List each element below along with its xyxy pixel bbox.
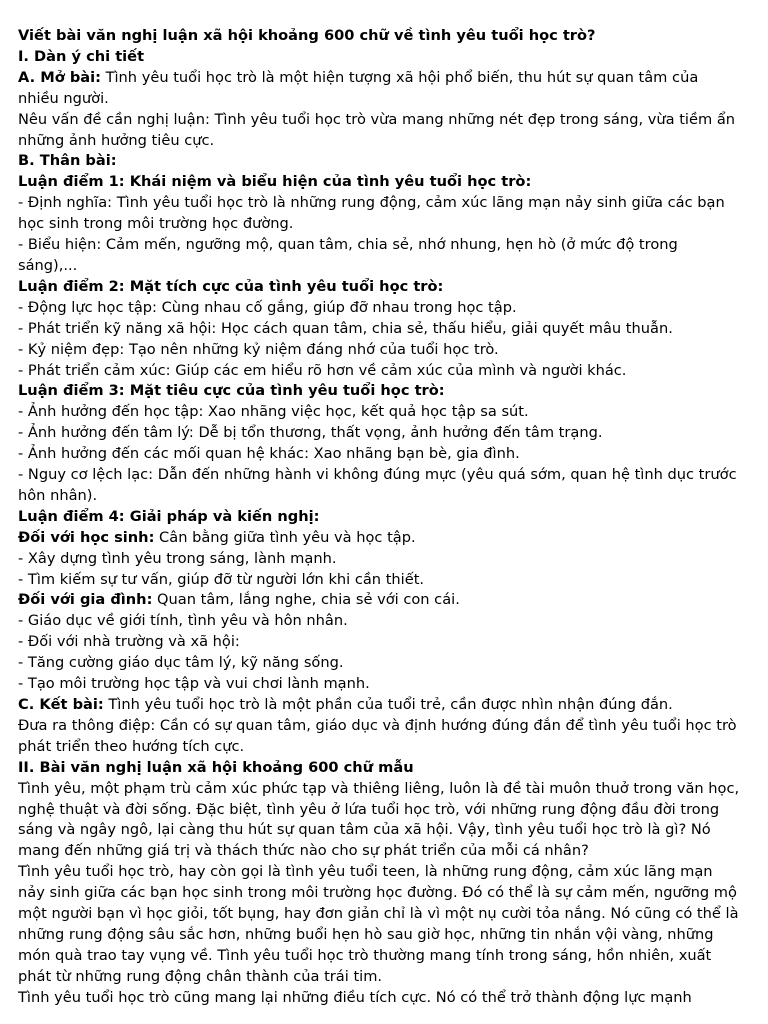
point1-item: - Định nghĩa: Tình yêu tuổi học trò là những rung động, cảm xúc lãng mạn nảy sinh giữa các bạn học sinh trong môi trường học đường. <box>18 194 725 233</box>
intro-issue: Nêu vấn đề cần nghị luận: Tình yêu tuổi học trò vừa mang những nét đẹp trong sáng, vừa tiềm ẩn những ảnh hưởng tiêu cực. <box>18 110 736 149</box>
point3-item: - Ảnh hưởng đến học tập: Xao nhãng việc học, kết quả học tập sa sút. <box>18 403 529 421</box>
point2-item: - Phát triển kỹ năng xã hội: Học cách quan tâm, chia sẻ, thấu hiểu, giải quyết mâu thuẫn. <box>18 319 673 337</box>
students-item: - Tìm kiếm sự tư vấn, giúp đỡ từ người lớn khi cần thiết. <box>18 570 425 588</box>
family-item: - Tạo môi trường học tập và vui chơi lành mạnh. <box>18 675 370 693</box>
point2-item: - Động lực học tập: Cùng nhau cố gắng, giúp đỡ nhau trong học tập. <box>18 298 517 316</box>
students-paragraph <box>18 528 740 549</box>
intro-text: Tình yêu tuổi học trò là một hiện tượng xã hội phổ biến, thu hút sự quan tâm của nhiều người. <box>18 68 699 107</box>
conclusion-paragraph <box>18 695 740 716</box>
section-heading-essay: II. Bài văn nghị luận xã hội khoảng 600 chữ mẫu <box>18 758 414 776</box>
body-heading: B. Thân bài: <box>18 152 117 170</box>
document-title: Viết bài văn nghị luận xã hội khoảng 600 chữ về tình yêu tuổi học trò? <box>18 27 596 44</box>
point2-item: - Phát triển cảm xúc: Giúp các em hiểu rõ hơn về cảm xúc của mình và người khác. <box>18 361 627 379</box>
students-item: - Xây dựng tình yêu trong sáng, lành mạnh. <box>18 549 337 567</box>
family-item: - Đối với nhà trường và xã hội: <box>18 633 240 651</box>
point3-item: - Ảnh hưởng đến tâm lý: Dễ bị tổn thương, thất vọng, ảnh hưởng đến tâm trạng. <box>18 424 603 442</box>
essay-paragraph: Tình yêu tuổi học trò cũng mang lại những điều tích cực. Nó có thể trở thành động lực mạnh <box>18 988 692 1006</box>
family-item: - Tăng cường giáo dục tâm lý, kỹ năng sống. <box>18 654 344 672</box>
conclusion-label: C. Kết bài: <box>18 696 104 713</box>
point2-item: - Kỷ niệm đẹp: Tạo nên những kỷ niệm đáng nhớ của tuổi học trò. <box>18 340 499 358</box>
family-label: Đối với gia đình: <box>18 591 153 609</box>
students-label: Đối với học sinh: <box>18 528 155 546</box>
family-text: Quan tâm, lắng nghe, chia sẻ với con cái. <box>152 591 460 609</box>
students-text: Cân bằng giữa tình yêu và học tập. <box>154 528 416 546</box>
point3-heading: Luận điểm 3: Mặt tiêu cực của tình yêu tuổi học trò: <box>18 382 445 400</box>
document-page <box>18 26 740 1009</box>
point3-item: - Nguy cơ lệch lạc: Dẫn đến những hành vi không đúng mực (yêu quá sớm, quan hệ tình dục trước hôn nhân). <box>18 466 737 504</box>
essay-paragraph: Tình yêu, một phạm trù cảm xúc phức tạp và thiêng liêng, luôn là đề tài muôn thuở trong văn học, nghệ thuật và đời sống. Đặc biệt, tình yêu ở lứa tuổi học trò, với những rung động đầu đời trong sáng và ngây ngô, lại càng thu hút sự quan tâm của xã hội. Vậy, tình yêu tuổi học trò là gì? Nó mang đến những giá trị và thách thức nào cho sự phát triển của mỗi cá nhân? <box>18 779 740 860</box>
point3-item: - Ảnh hưởng đến các mối quan hệ khác: Xao nhãng bạn bè, gia đình. <box>18 445 520 463</box>
point1-heading: Luận điểm 1: Khái niệm và biểu hiện của tình yêu tuổi học trò: <box>18 173 532 191</box>
point2-heading: Luận điểm 2: Mặt tích cực của tình yêu tuổi học trò: <box>18 277 444 295</box>
essay-paragraph: Tình yêu tuổi học trò, hay còn gọi là tình yêu tuổi teen, là những rung động, cảm xúc lãng mạn nảy sinh giữa các bạn học sinh trong môi trường học đường. Đó có thể là sự cảm mến, ngưỡng mộ một người bạn vì học giỏi, tốt bụng, hay đơn giản chỉ là vì một nụ cười tỏa nắng. Nó cũng có thể là những rung động sâu sắc hơn, những buổi hẹn hò sau giờ học, những tin nhắn vội vàng, những món quà trao tay vụng về. Tình yêu tuổi học trò thường mang tính trong sáng, hồn nhiên, xuất phát từ những rung động chân thành của trái tim. <box>18 863 739 985</box>
section-heading-outline: I. Dàn ý chi tiết <box>18 47 145 65</box>
family-item: - Giáo dục về giới tính, tình yêu và hôn nhân. <box>18 612 348 630</box>
conclusion-message: Đưa ra thông điệp: Cần có sự quan tâm, giáo dục và định hướng đúng đắn để tình yêu tuổi học trò phát triển theo hướng tích cực. <box>18 716 737 755</box>
intro-paragraph <box>18 68 740 110</box>
intro-label: A. Mở bài: <box>18 68 101 86</box>
point4-heading: Luận điểm 4: Giải pháp và kiến nghị: <box>18 507 320 525</box>
family-paragraph <box>18 590 740 611</box>
conclusion-text: Tình yêu tuổi học trò là một phần của tuổi trẻ, cần được nhìn nhận đúng đắn. <box>103 696 673 713</box>
point1-item: - Biểu hiện: Cảm mến, ngưỡng mộ, quan tâm, chia sẻ, nhớ nhung, hẹn hò (ở mức độ trong sáng),... <box>18 236 678 274</box>
